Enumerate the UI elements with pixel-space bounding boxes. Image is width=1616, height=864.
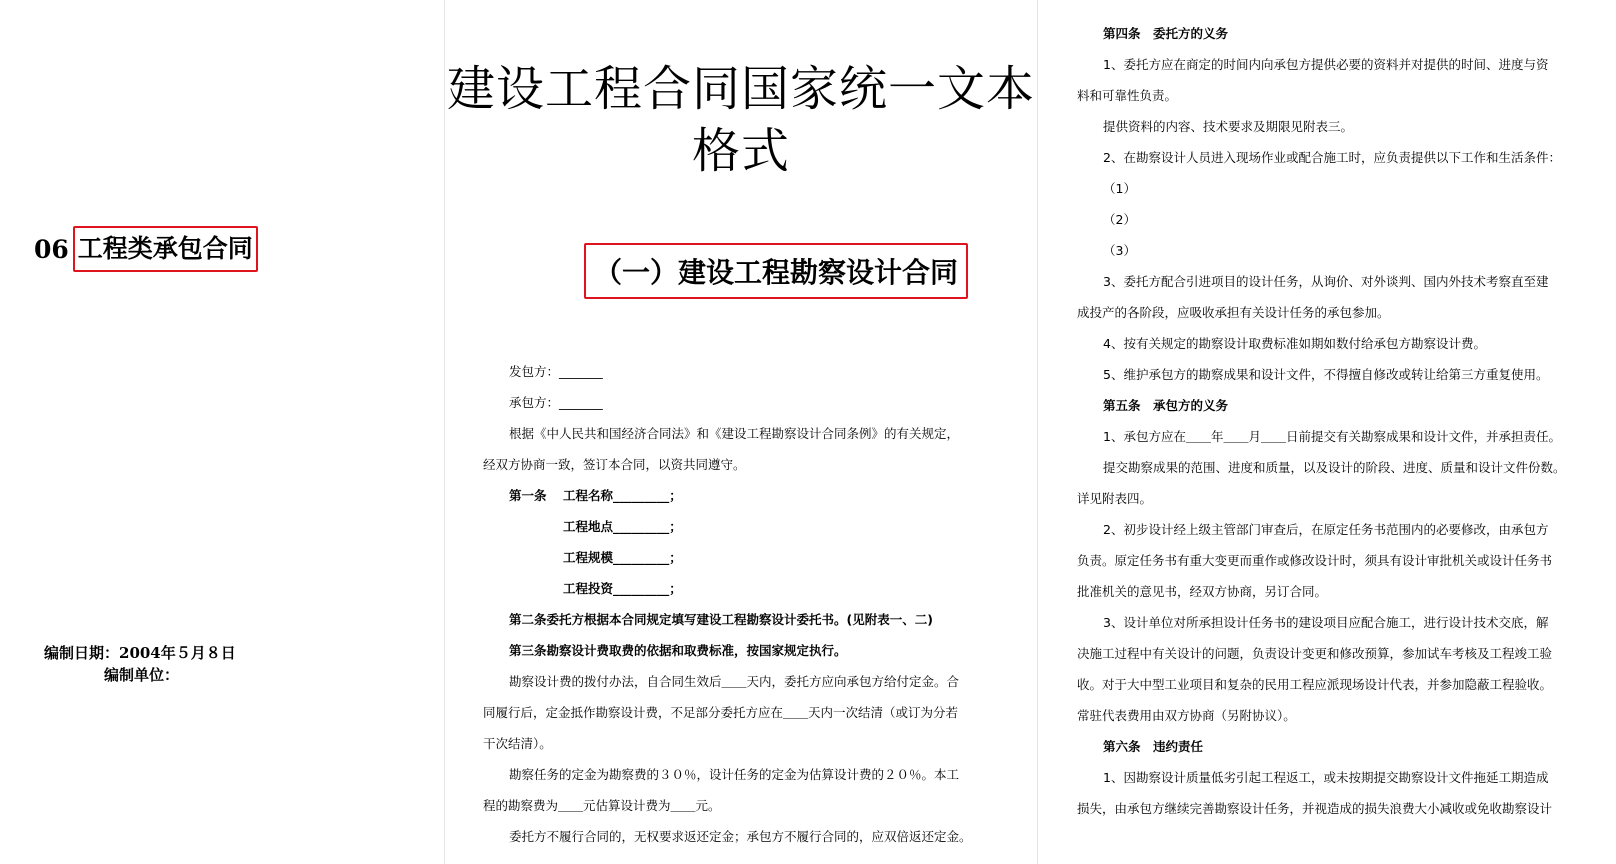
contract-body [483,356,993,852]
paragraph-line: 3、委托方配合引进项目的设计任务，从询价、对外谈判、国内外技术考察直至建 [1103,274,1549,289]
paragraph-line: 常驻代表费用由双方协商（另附协议）。 [1077,708,1296,723]
paragraph-line: 3、设计单位对所承担设计任务书的建设项目应配合施工，进行设计技术交底，解 [1103,615,1549,630]
paragraph-line: 1、承包方应在＿＿年＿＿月＿＿日前提交有关勘察成果和设计文件，并承担责任。 [1103,429,1561,444]
paragraph-line: 委托方不履行合同的，无权要求返还定金；承包方不履行合同的，应双倍返还定金。 [509,829,972,844]
article-4-heading: 第四条 委托方的义务 [1103,26,1229,41]
paragraph-line: 2、初步设计经上级主管部门审查后，在原定任务书范围内的必要修改，由承包方 [1103,522,1549,537]
article-6-heading: 第六条 违约责任 [1103,739,1204,754]
category-heading [34,226,258,272]
obligations-body [1077,18,1587,824]
article-5-heading: 第五条 承包方的义务 [1103,398,1229,413]
paragraph-line: 收。对于大中型工业项目和复杂的民用工程应派现场设计代表，并参加隐蔽工程验收。 [1077,677,1553,692]
document-page-contract [444,0,1038,864]
clause-1-site: 工程地点_________； [563,519,682,534]
list-item: （2） [1103,212,1136,227]
paragraph-line: 提交勘察成果的范围、进度和质量，以及设计的阶段、进度、质量和设计文件份数。 [1103,460,1566,475]
paragraph-line: 成投产的各阶段，应吸收承担有关设计任务的承包参加。 [1077,305,1390,320]
party-b-line: 承包方：_______ [509,395,603,410]
paragraph-line: 干次结清）。 [483,736,552,751]
list-item: （3） [1103,243,1136,258]
contract-subtitle-highlighted [584,243,968,299]
paragraph-line: 勘察设计费的拨付办法，自合同生效后＿＿天内，委托方应向承包方给付定金。合 [509,674,960,689]
clause-1-name: 第一条 工程名称_________； [509,488,682,503]
document-title: 建设工程合同国家统一文本格式 [446,61,1035,179]
clause-3: 第三条勘察设计费取费的依据和取费标准，按国家规定执行。 [509,643,847,658]
clause-2: 第二条委托方根据本合同规定填写建设工程勘察设计委托书。(见附表一、二) [509,612,933,627]
paragraph-line: 批准机关的意见书，经双方协商，另订合同。 [1077,584,1328,599]
party-a-line: 发包方：_______ [509,364,603,379]
paragraph-line: 同履行后，定金抵作勘察设计费，不足部分委托方应在＿＿天内一次结清（或订为分若 [483,705,959,720]
paragraph-line: 根据《中人民共和国经济合同法》和《建设工程勘察设计合同条例》的有关规定， [509,426,960,441]
paragraph-line: 5、维护承包方的勘察成果和设计文件，不得擅自修改或转让给第三方重复使用。 [1103,367,1549,382]
document-page-cover [0,0,440,864]
clause-1-scale: 工程规模_________； [563,550,682,565]
document-page-obligations [1040,0,1616,864]
compile-date: 编制日期：2004年５月８日 [44,644,236,662]
paragraph-line: 2、在勘察设计人员进入现场作业或配合施工时，应负责提供以下工作和生活条件： [1103,150,1561,165]
paragraph-line: 经双方协商一致，签订本合同，以资共同遵守。 [483,457,746,472]
category-label-highlighted: 工程类承包合同 [73,226,258,272]
contract-subtitle: （一）建设工程勘察设计合同 [593,256,958,289]
compile-info [44,642,236,686]
paragraph-line: 程的勘察费为＿＿元估算设计费为＿＿元。 [483,798,721,813]
paragraph-line: 料和可靠性负责。 [1077,88,1178,103]
compile-unit: 编制单位： [104,666,180,684]
paragraph-line: 1、因勘察设计质量低劣引起工程返工，或未按期提交勘察设计文件拖延工期造成 [1103,770,1549,785]
paragraph-line: 勘察任务的定金为勘察费的３０％，设计任务的定金为估算设计费的２０％。本工 [509,767,960,782]
paragraph-line: 4、按有关规定的勘察设计取费标准如期如数付给承包方勘察设计费。 [1103,336,1486,351]
list-item: （1） [1103,181,1136,196]
paragraph-line: 提供资料的内容、技术要求及期限见附表三。 [1103,119,1354,134]
clause-1-invest: 工程投资_________； [563,581,682,596]
paragraph-line: 详见附表四。 [1077,491,1153,506]
paragraph-line: 负责。原定任务书有重大变更而重作或修改设计时，须具有设计审批机关或设计任务书 [1077,553,1553,568]
paragraph-line: 损失，由承包方继续完善勘察设计任务，并视造成的损失浪费大小减收或免收勘察设计 [1077,801,1553,816]
paragraph-line: 1、委托方应在商定的时间内向承包方提供必要的资料并对提供的时间、进度与资 [1103,57,1549,72]
paragraph-line: 决施工过程中有关设计的问题，负责设计变更和修改预算，参加试车考核及工程竣工验 [1077,646,1553,661]
category-number: 06 [34,234,69,264]
